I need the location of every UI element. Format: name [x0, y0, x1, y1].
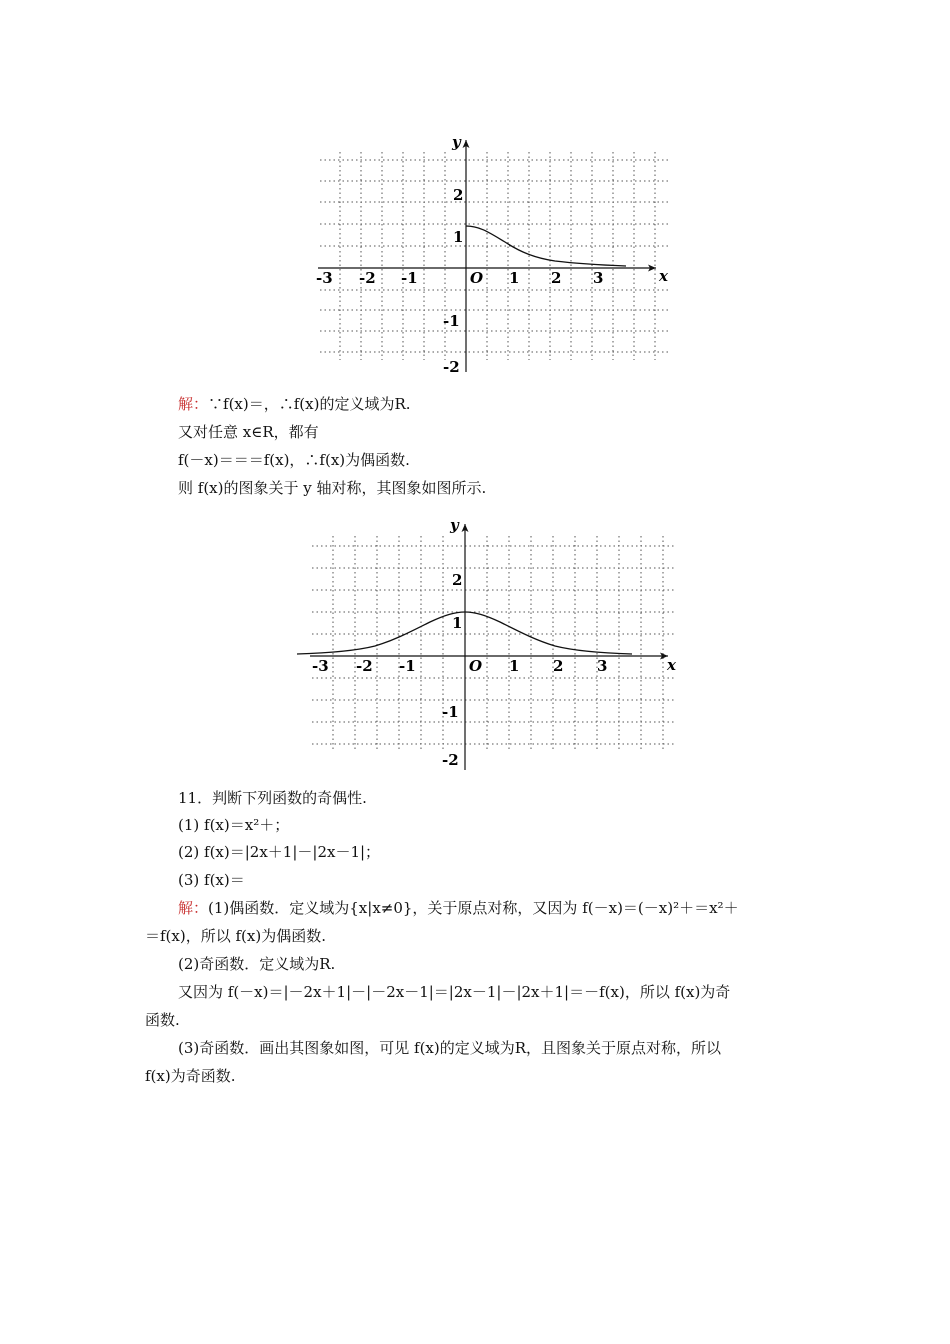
x-tick-label-2: -3	[312, 657, 329, 675]
solution2-line-3: (2)奇函数．定义域为R.	[178, 955, 336, 973]
graph-1	[300, 128, 680, 378]
x-tick-label-2: -1	[399, 657, 416, 675]
solution2-text-1: (1)偶函数．定义域为{x|x≠0}，关于原点对称，又因为 f(－x)＝(－x)²＋＝x²＋	[208, 899, 739, 917]
x-tick-label-1: -1	[401, 269, 418, 287]
solution-label: 解：	[178, 395, 209, 413]
y-tick-label-2: 1	[452, 614, 463, 632]
solution1-line-4: 则 f(x)的图象关于 y 轴对称，其图象如图所示.	[178, 479, 487, 497]
y-axis-label-2: y	[450, 516, 459, 534]
x-tick-label-1: 1	[509, 269, 520, 287]
y-tick-label-2: -2	[442, 751, 459, 769]
x-tick-label-2: 3	[597, 657, 608, 675]
x-tick-label-2: 1	[509, 657, 520, 675]
solution2-line-4: 又因为 f(－x)＝|－2x＋1|－|－2x－1|＝|2x－1|－|2x＋1|＝－f(x)，所以 f(x)为奇	[178, 983, 731, 1001]
solution1-line-3: f(－x)＝＝＝f(x)，∴f(x)为偶函数.	[178, 451, 410, 469]
x-tick-label-2: -2	[356, 657, 373, 675]
y-tick-label-1: -2	[443, 358, 460, 376]
solution1-text-1: ∵f(x)＝，∴f(x)的定义域为R.	[208, 395, 411, 413]
y-tick-label-1: 2	[453, 186, 464, 204]
problem-11-title: 11．判断下列函数的奇偶性.	[178, 789, 367, 807]
x-tick-label-1: -3	[316, 269, 333, 287]
origin-label-2: O	[469, 657, 483, 675]
solution2-line-2: ＝f(x)，所以 f(x)为偶函数.	[145, 927, 326, 945]
x-tick-label-1: -2	[359, 269, 376, 287]
origin-label-1: O	[470, 269, 484, 287]
solution-label: 解：	[178, 899, 209, 917]
solution2-line-6: (3)奇函数．画出其图象如图，可见 f(x)的定义域为R，且图象关于原点对称，所以	[178, 1039, 722, 1057]
y-tick-label-1: -1	[443, 312, 460, 330]
grid-2	[312, 536, 676, 752]
problem-11-part-2: (2) f(x)＝|2x＋1|－|2x－1|；	[178, 843, 381, 861]
y-tick-label-1: 1	[453, 228, 464, 246]
x-axis-label-2: x	[667, 656, 676, 674]
x-tick-label-1: 3	[593, 269, 604, 287]
solution2-line-7: f(x)为奇函数.	[145, 1067, 236, 1085]
y-tick-label-2: -1	[442, 703, 459, 721]
solution2-line-5: 函数.	[145, 1011, 180, 1029]
grid-1	[320, 152, 668, 360]
y-axis-label-1: y	[452, 133, 461, 151]
x-axis-label-1: x	[659, 267, 668, 285]
solution1-line-1	[178, 394, 411, 414]
problem-11-part-1: (1) f(x)＝x²＋；	[178, 816, 290, 834]
solution2-line-1	[178, 898, 739, 918]
graph-2	[290, 510, 690, 776]
x-tick-label-1: 2	[551, 269, 562, 287]
x-tick-label-2: 2	[553, 657, 564, 675]
problem-11-part-3: (3) f(x)＝	[178, 871, 245, 889]
solution1-line-2: 又对任意 x∈R，都有	[178, 423, 319, 441]
y-tick-label-2: 2	[452, 571, 463, 589]
